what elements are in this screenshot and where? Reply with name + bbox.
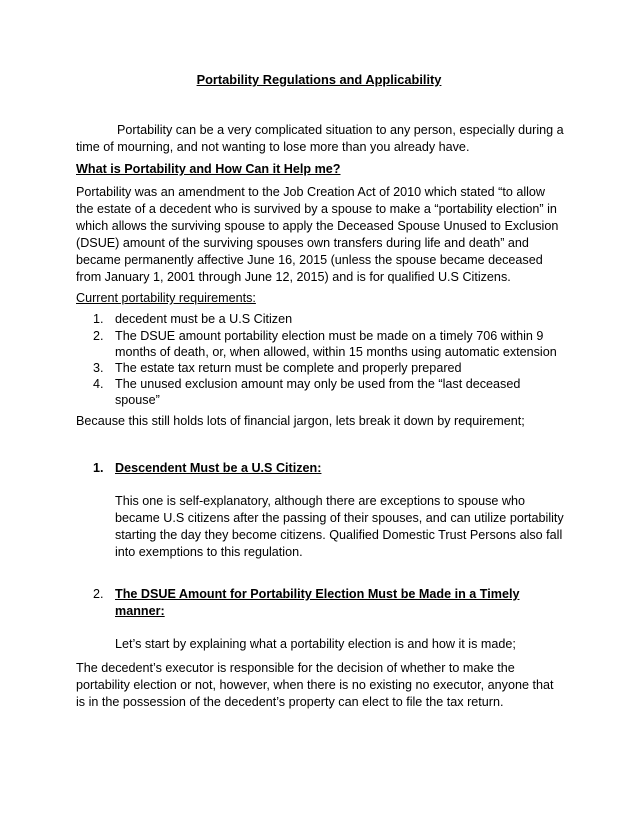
breakdown-sentence: Because this still holds lots of financial jargon, lets break it down by requirement;	[76, 414, 525, 428]
paragraph-line: from January 1, 2001 through June 12, 2015) and is for qualified U.S Citizens.	[76, 270, 511, 284]
requirements-heading: Current portability requirements:	[76, 291, 256, 305]
list-number: 2.	[93, 329, 104, 343]
section-number: 2.	[93, 587, 104, 601]
list-item: The estate tax return must be complete and properly prepared	[115, 361, 462, 375]
list-item: The unused exclusion amount may only be used from the “last deceased	[115, 377, 521, 391]
list-number: 1.	[93, 312, 104, 326]
section-number: 1.	[93, 461, 104, 475]
paragraph-line: Portability was an amendment to the Job Creation Act of 2010 which stated “to allow	[76, 185, 546, 199]
list-item: The DSUE amount portability election must be made on a timely 706 within 9	[115, 329, 544, 343]
closing-line: The decedent’s executor is responsible for the decision of whether to make the	[76, 661, 515, 675]
paragraph-line: (DSUE) amount of the surviving spouses own transfers during life and death” and	[76, 236, 529, 250]
page-title: Portability Regulations and Applicability	[196, 72, 442, 87]
section-heading-dsue-continuation: manner:	[115, 604, 165, 618]
paragraph-line: which allows the surviving spouse to apply the Deceased Spouse Unused to Exclusion	[76, 219, 559, 233]
section-line: starting the day they become citizens. Qualified Domestic Trust Persons also fall	[115, 528, 563, 542]
list-item-continuation: months of death, or, when allowed, within 15 months using automatic extension	[115, 345, 557, 359]
paragraph-line: the estate of a decedent who is survived by a spouse to make a “portability election” in	[76, 202, 557, 216]
list-item: decedent must be a U.S Citizen	[115, 312, 293, 326]
section-line: into exemptions to this regulation.	[115, 545, 303, 559]
list-item-continuation: spouse”	[115, 393, 160, 407]
list-number: 3.	[93, 361, 104, 375]
section-heading-dsue: The DSUE Amount for Portability Election Must be Made in a Timely	[115, 587, 520, 601]
section-heading-citizen: Descendent Must be a U.S Citizen:	[115, 461, 322, 475]
section-line: This one is self-explanatory, although there are exceptions to spouse who	[115, 494, 526, 508]
closing-line: portability election or not, however, when there is no existing no executor, anyone that	[76, 678, 554, 692]
closing-line: is in the possession of the decedent’s property can elect to file the tax return.	[76, 695, 504, 709]
intro-line-2: time of mourning, and not wanting to lose more than you already have.	[76, 140, 470, 154]
intro-line-1: Portability can be a very complicated situation to any person, especially during a	[117, 123, 564, 137]
section-heading-portability: What is Portability and How Can it Help me?	[76, 162, 341, 176]
list-number: 4.	[93, 377, 104, 391]
paragraph-line: became permanently affective June 16, 2015 (unless the spouse became deceased	[76, 253, 543, 267]
section-intro: Let’s start by explaining what a portability election is and how it is made;	[115, 637, 516, 651]
section-line: became U.S citizens after the passing of their spouses, and can utilize portability	[115, 511, 564, 525]
